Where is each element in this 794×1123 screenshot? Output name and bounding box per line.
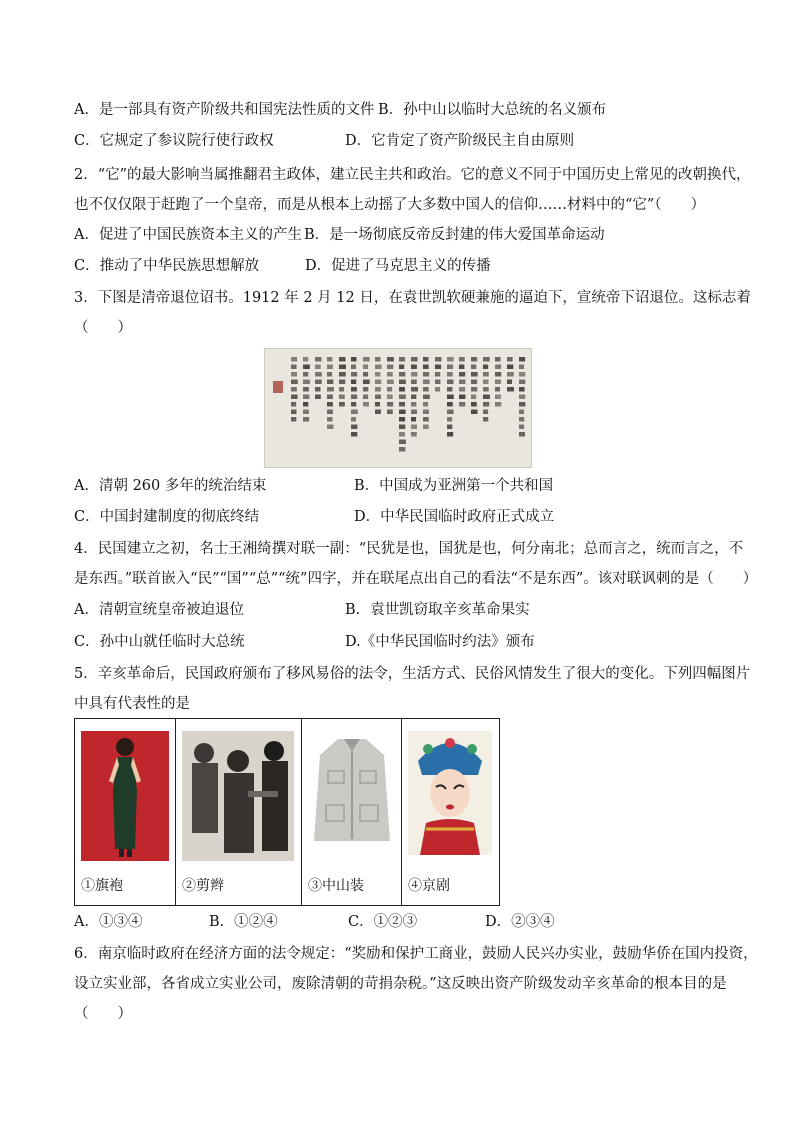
- qipao-image: [81, 731, 169, 861]
- q5-option-d[interactable]: D．②③④: [485, 914, 555, 930]
- q1-option-a[interactable]: A．是一部具有资产阶级共和国宪法性质的文件: [74, 102, 375, 118]
- q4-stem-line1: 4．民国建立之初，名士王湘绮撰对联一副：“民犹是也，国犹是也，何分南北；总而言之，统而言之，不: [74, 541, 744, 557]
- q5-stem-line2: 中具有代表性的是: [74, 696, 190, 712]
- q3-stem-line1: 3．下图是清帝退位诏书。1912 年 2 月 12 日，在袁世凯软硬兼施的逼迫下，宣统帝下诏退位。这标志着: [74, 290, 751, 306]
- q2-option-d[interactable]: D．促进了马克思主义的传播: [305, 258, 491, 274]
- q4-option-a[interactable]: A．清朝宣统皇帝被迫退位: [74, 602, 244, 618]
- queue-cutting-caption: ②剪辫: [182, 878, 224, 894]
- q2-stem-line2: 也不仅仅限于赶跑了一个皇帝，而是从根本上动摇了大多数中国人的信仰……材料中的“它”（ ）: [74, 197, 706, 213]
- zhongshan-suit-cell: [302, 719, 402, 905]
- q5-option-a[interactable]: A．①③④: [74, 914, 143, 930]
- q5-stem-line1: 5．辛亥革命后，民国政府颁布了移风易俗的法令，生活方式、民俗风情发生了很大的变化。下列四幅图片: [74, 666, 751, 682]
- q2-option-c[interactable]: C．推动了中华民族思想解放: [74, 258, 260, 274]
- queue-cutting-image: [182, 731, 294, 861]
- q2-stem-line1: 2．“它”的最大影响当属推翻君主政体，建立民主共和政治。它的意义不同于中国历史上常见的改朝换代，: [74, 167, 751, 183]
- zhongshan-suit-caption: ③中山装: [308, 878, 364, 894]
- q3-stem-line2: （ ）: [74, 320, 132, 336]
- q1-option-c[interactable]: C．它规定了参议院行使行政权: [74, 133, 274, 149]
- queue-cutting-cell: [176, 719, 302, 905]
- qipao-caption: ①旗袍: [81, 878, 123, 894]
- zhongshan-suit-image: [308, 731, 396, 849]
- q6-stem-line3: （ ）: [74, 1006, 132, 1022]
- peking-opera-image: [408, 731, 492, 855]
- q5-option-c[interactable]: C．①②③: [348, 914, 418, 930]
- q3-option-a[interactable]: A．清朝 260 多年的统治结束: [74, 478, 267, 494]
- q3-option-c[interactable]: C．中国封建制度的彻底终结: [74, 509, 260, 525]
- q4-stem-line2: 是东西。”联首嵌入“民”“国”“总”“统”四字，并在联尾点出自己的看法“不是东西”。该对联讽刺的是（ ）: [74, 571, 758, 587]
- peking-opera-caption: ④京剧: [408, 878, 450, 894]
- abdication-edict-image: [264, 348, 532, 468]
- peking-opera-cell: [402, 719, 499, 905]
- q1-option-d[interactable]: D．它肯定了资产阶级民主自由原则: [345, 133, 575, 149]
- q2-option-a[interactable]: A．促进了中国民族资本主义的产生: [74, 227, 302, 243]
- q1-option-b[interactable]: B．孙中山以临时大总统的名义颁布: [378, 102, 607, 118]
- q5-option-b[interactable]: B．①②④: [209, 914, 278, 930]
- q3-option-d[interactable]: D．中华民国临时政府正式成立: [354, 509, 555, 525]
- q2-option-b[interactable]: B．是一场彻底反帝反封建的伟大爱国革命运动: [304, 227, 605, 243]
- q4-option-b[interactable]: B．袁世凯窃取辛亥革命果实: [345, 602, 530, 618]
- qipao-cell: [75, 719, 176, 905]
- custom-pictures-table: [74, 718, 500, 906]
- q6-stem-line2: 设立实业部，各省成立实业公司，废除清朝的苛捐杂税。”这反映出资产阶级发动辛亥革命的根本目的是: [74, 976, 727, 992]
- q4-option-c[interactable]: C．孙中山就任临时大总统: [74, 634, 245, 650]
- q6-stem-line1: 6．南京临时政府在经济方面的法令规定：“奖励和保护工商业，鼓励人民兴办实业，鼓励华侨在国内投资，: [74, 946, 758, 962]
- seal-stamp-icon: [273, 381, 283, 393]
- q3-option-b[interactable]: B．中国成为亚洲第一个共和国: [354, 478, 554, 494]
- q4-option-d[interactable]: D.《中华民国临时约法》颁布: [345, 634, 535, 650]
